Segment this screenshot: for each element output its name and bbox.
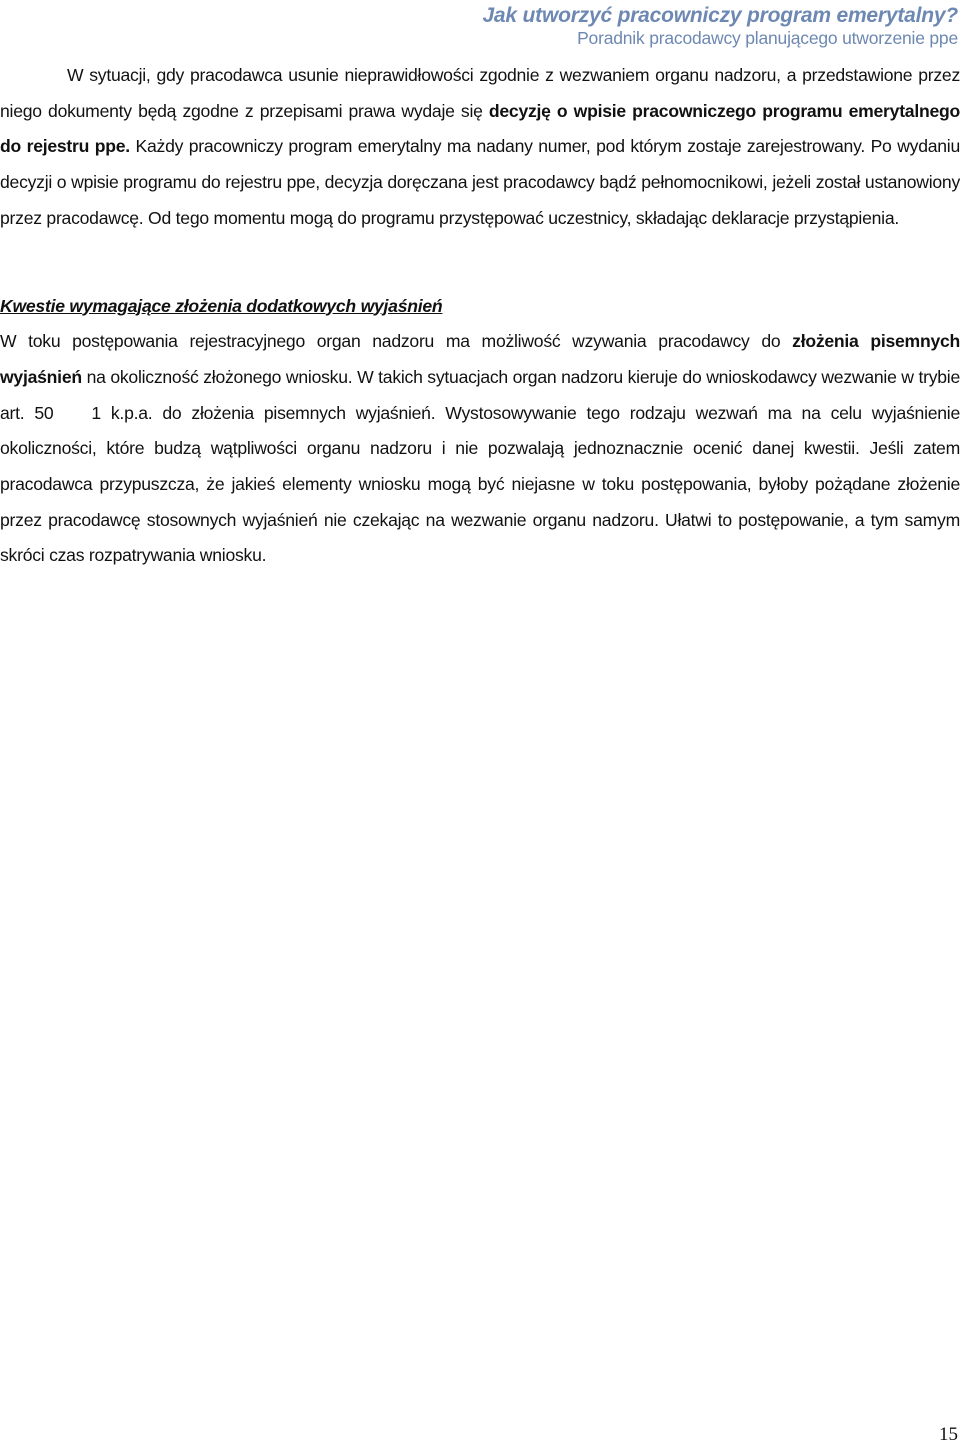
- page-content: [0, 58, 960, 574]
- paragraph-text: 1 k.p.a. do złożenia pisemnych wyjaśnień. Wystosowywanie tego rodzaju wezwań ma na celu wyjaśnienie okoliczności, które budzą wątpliwości organu nadzoru i nie pozwalają jednoznacznie ocenić danej kwestii. Jeśli zatem pracodawca przypuszcza, że jakieś elementy wniosku mogą być niejasne w toku postępowania, byłoby pożądane złożenie przez pracodawcę stosownych wyjaśnień nie czekając na wezwanie organu nadzoru. Ułatwi to postępowanie, a tym samym skróci czas rozpatrywania wniosku.: [0, 402, 960, 566]
- section-heading: [0, 289, 960, 325]
- paragraph-spacer: [0, 237, 960, 289]
- section-sign-glyph: [63, 396, 81, 432]
- page-number: 15: [939, 1424, 958, 1445]
- paragraph-text: Każdy pracowniczy program emerytalny ma nadany numer, pod którym zostaje zarejestrowany. Po wydaniu decyzji o wpisie programu do rejestru ppe, decyzja doręczana jest pracodawcy bądź pełnomocnikowi, jeżeli został ustanowiony przez pracodawcę. Od tego momentu mogą do programu przystępować uczestnicy, składając deklaracje przystąpienia.: [0, 136, 960, 228]
- paragraph-bold-text: złożenia pisemnych wyjaśnień: [0, 331, 960, 387]
- page-header: [482, 4, 958, 48]
- paragraph-additional-explanations: [0, 324, 960, 574]
- paragraph-text: W toku postępowania rejestracyjnego organ nadzoru ma możliwość wzywania pracodawcy do: [0, 331, 793, 352]
- paragraph-text: W sytuacji, gdy pracodawca usunie nieprawidłowości zgodnie z wezwaniem organu nadzoru, a przedstawione przez niego dokumenty będą zgodne z przepisami prawa wydaje się: [0, 65, 960, 121]
- section-heading-text: Kwestie wymagające złożenia dodatkowych wyjaśnień: [0, 295, 443, 316]
- document-subtitle: Poradnik pracodawcy planującego utworzenie ppe: [577, 28, 958, 48]
- paragraph-bold-text: decyzję o wpisie pracowniczego programu emerytalnego do rejestru ppe.: [0, 100, 960, 157]
- document-title: Jak utworzyć pracowniczy program emerytalny?: [482, 4, 958, 27]
- paragraph-text: na okoliczność złożonego wniosku. W takich sytuacjach organ nadzoru kieruje do wnioskodawcy wezwanie w trybie art. 50: [0, 366, 960, 423]
- paragraph-registration-decision: [0, 58, 960, 237]
